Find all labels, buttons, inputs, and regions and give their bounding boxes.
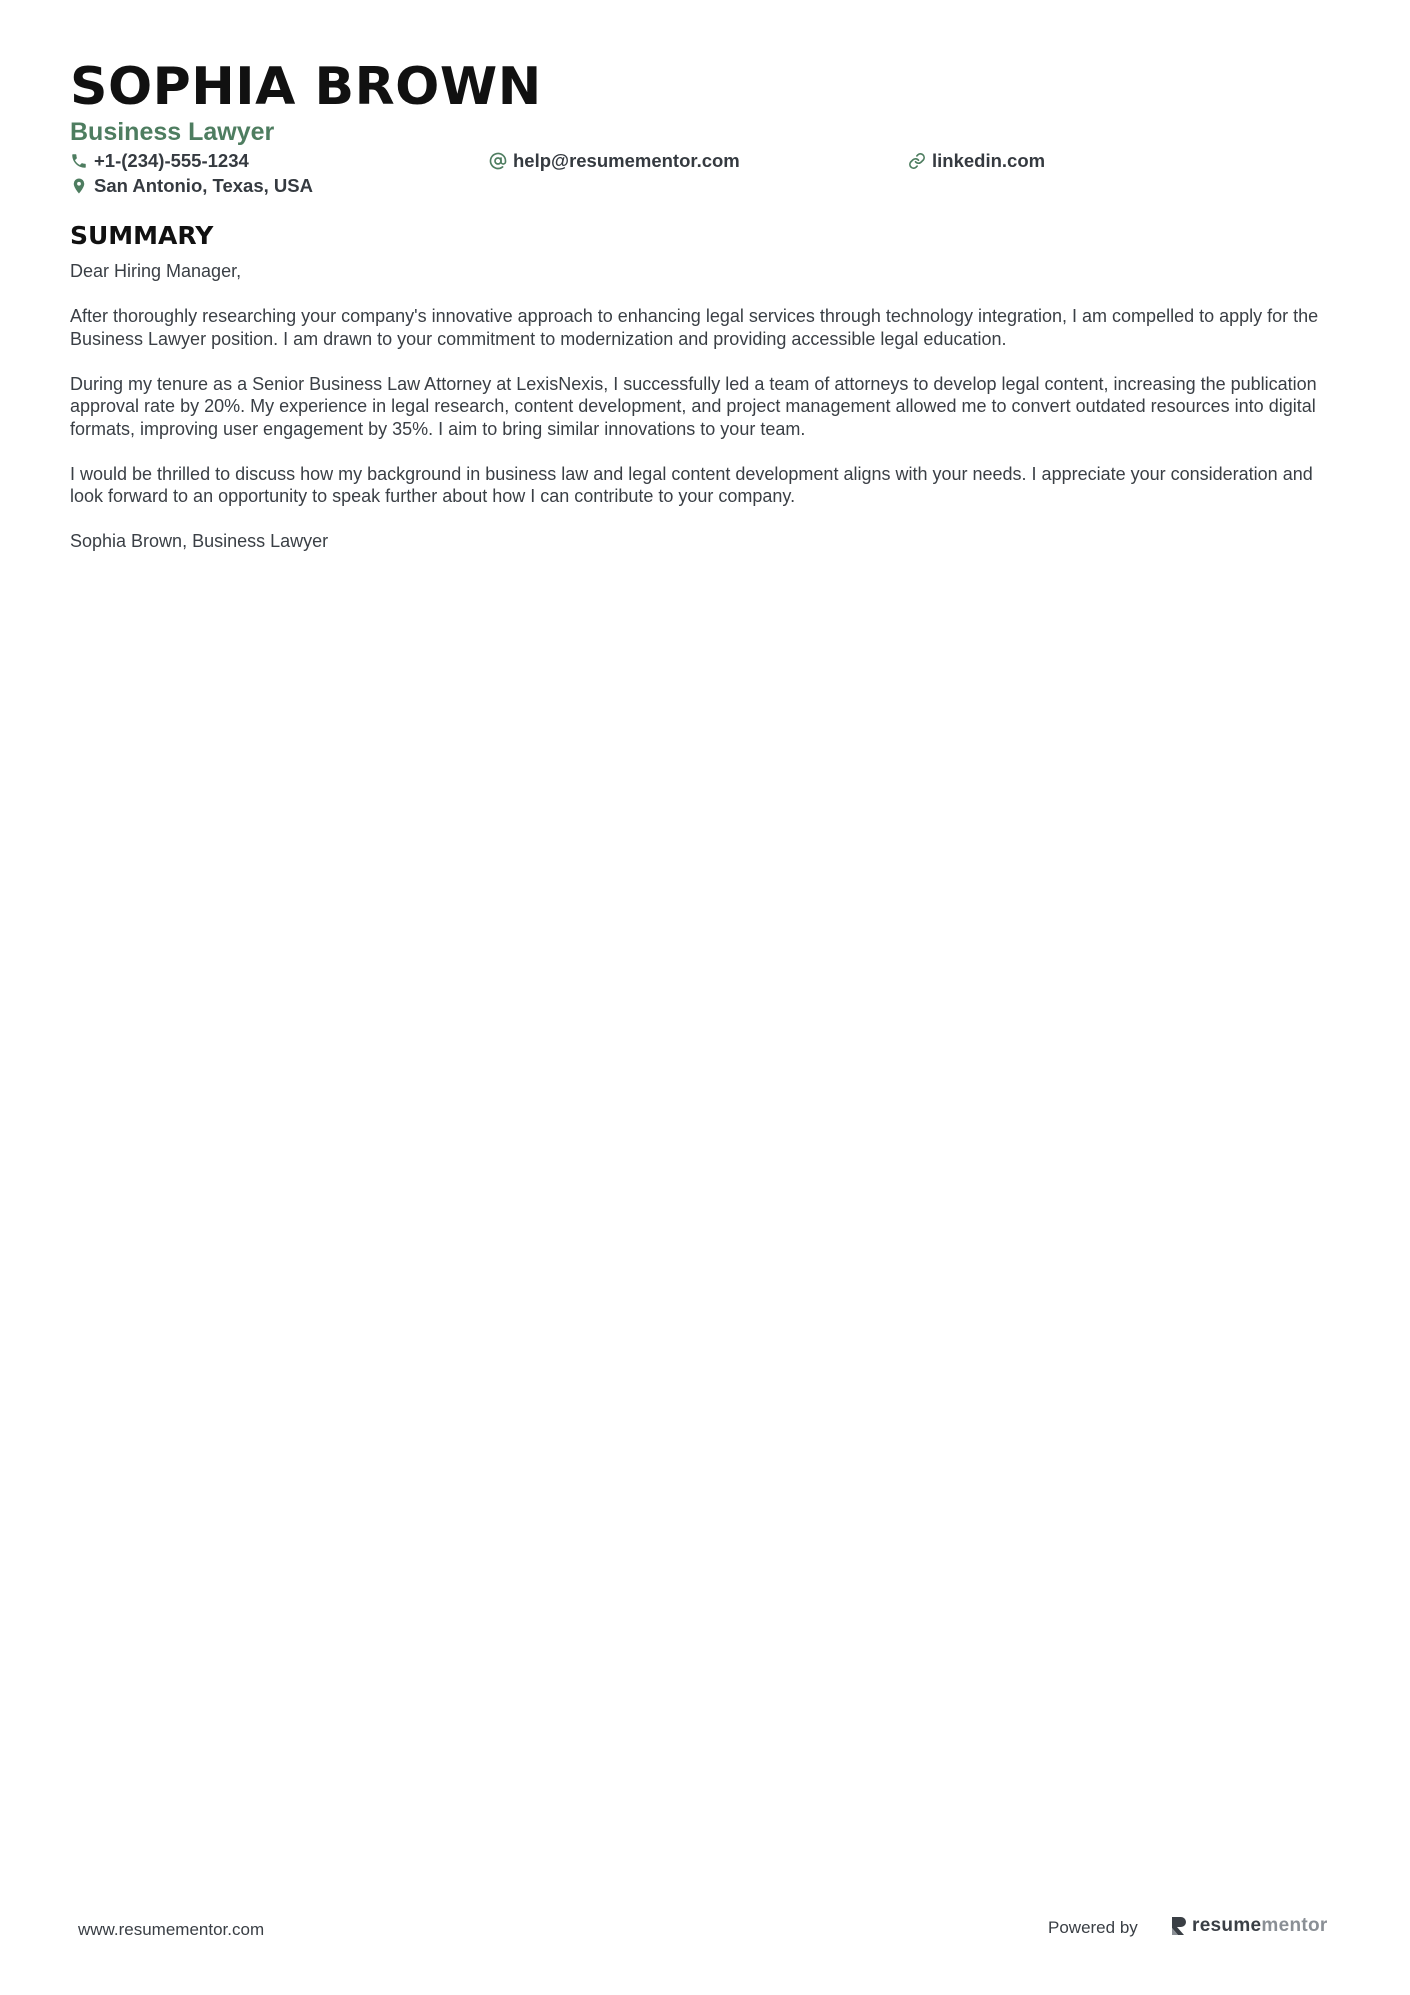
- signature: Sophia Brown, Business Lawyer: [70, 531, 329, 551]
- at-sign-icon: [489, 152, 507, 170]
- summary-body: [70, 260, 1340, 553]
- phone-text: +1-(234)-555-1234: [94, 150, 249, 171]
- contact-linkedin[interactable]: [908, 149, 1045, 173]
- phone-icon: [70, 152, 88, 170]
- brand-logo[interactable]: [1170, 1914, 1328, 1938]
- email-text: help@resumementor.com: [513, 150, 740, 171]
- resumementor-logo-icon: [1170, 1915, 1188, 1937]
- job-title: Business Lawyer: [70, 118, 275, 146]
- paragraph-2: During my tenure as a Senior Business Law Attorney at LexisNexis, I successfully led a team of attorneys to develop legal content, increasing the publication approval rate by 20%. My experience in legal research, content development, and project management allowed me to convert outdated resources into digital formats, improving user engagement by 35%. I aim to bring similar innovations to your team.: [70, 373, 1317, 439]
- footer-website-link[interactable]: www.resumementor.com: [78, 1920, 265, 1939]
- contact-email[interactable]: [489, 149, 740, 173]
- map-pin-icon: [70, 177, 88, 195]
- brand-name: [1192, 1914, 1328, 1938]
- link-icon: [908, 152, 926, 170]
- brand-name-part1: resume: [1192, 1915, 1262, 1936]
- summary-heading: SUMMARY: [70, 221, 214, 250]
- contact-location: [70, 174, 313, 198]
- greeting: Dear Hiring Manager,: [70, 261, 242, 281]
- powered-by-label: Powered by: [1048, 1918, 1138, 1937]
- contact-phone[interactable]: [70, 149, 249, 173]
- linkedin-text: linkedin.com: [932, 150, 1046, 171]
- location-text: San Antonio, Texas, USA: [94, 175, 313, 196]
- brand-name-part2: mentor: [1261, 1915, 1328, 1936]
- paragraph-3: I would be thrilled to discuss how my background in business law and legal content development aligns with your needs. I appreciate your consideration and look forward to an opportunity to speak further about how I can contribute to your company.: [70, 463, 1313, 506]
- paragraph-1: After thoroughly researching your company's innovative approach to enhancing legal services through technology integration, I am compelled to apply for the Business Lawyer position. I am drawn to your commitment to modernization and providing accessible legal education.: [70, 306, 1319, 349]
- applicant-name: SOPHIA BROWN: [70, 57, 542, 117]
